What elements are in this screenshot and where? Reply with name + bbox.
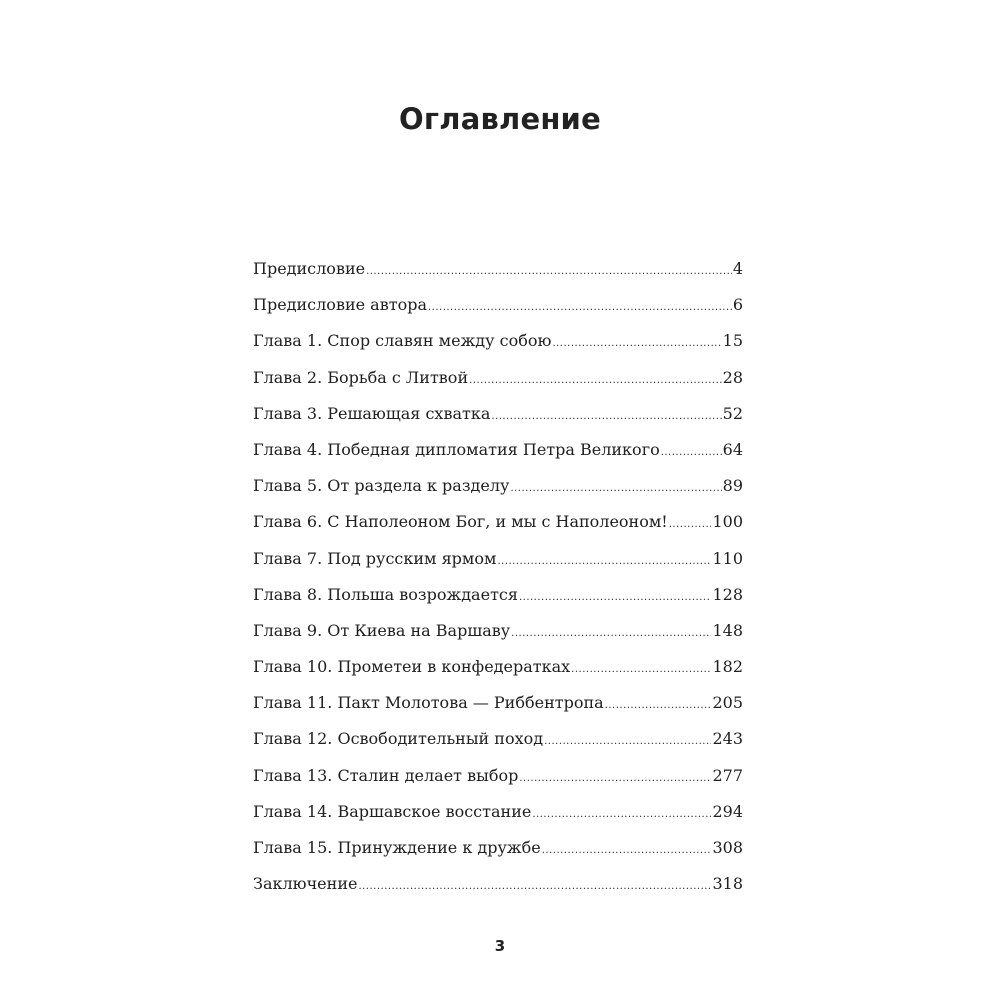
dot-leader bbox=[544, 729, 711, 748]
toc-entry-page: 52 bbox=[722, 403, 743, 423]
toc-entry-label: Глава 10. Прометеи в конфедератках bbox=[253, 657, 571, 677]
dot-leader bbox=[542, 838, 712, 857]
toc-entry-page: 6 bbox=[732, 295, 743, 315]
toc-entry-label: Глава 14. Варшавское восстание bbox=[253, 801, 532, 821]
toc-entry-label: Глава 11. Пакт Молотова — Риббентропа bbox=[253, 693, 604, 713]
toc-entry bbox=[253, 476, 743, 512]
toc-entry bbox=[253, 404, 743, 440]
toc-entry-page: 205 bbox=[712, 693, 743, 713]
toc-entry-label: Глава 12. Освободительный поход bbox=[253, 729, 544, 749]
dot-leader bbox=[519, 585, 711, 604]
dot-leader bbox=[469, 368, 722, 387]
toc-entry-label: Глава 4. Победная дипломатия Петра Великого bbox=[253, 439, 660, 459]
dot-leader bbox=[571, 657, 711, 676]
toc-entry-page: 128 bbox=[712, 584, 743, 604]
toc-entry bbox=[253, 512, 743, 548]
dot-leader bbox=[366, 259, 732, 278]
toc-entry-page: 318 bbox=[712, 874, 743, 894]
toc-entry-page: 64 bbox=[722, 439, 743, 459]
dot-leader bbox=[497, 549, 711, 568]
toc-entry bbox=[253, 368, 743, 404]
toc-entry-label: Глава 5. От раздела к разделу bbox=[253, 476, 510, 496]
toc-entry-label: Глава 2. Борьба с Литвой bbox=[253, 367, 469, 387]
toc-entry bbox=[253, 585, 743, 621]
dot-leader bbox=[552, 331, 721, 350]
toc-entry bbox=[253, 440, 743, 476]
toc-entry bbox=[253, 295, 743, 331]
toc-entry-page: 148 bbox=[712, 620, 743, 640]
toc-entry bbox=[253, 802, 743, 838]
toc-entry-page: 277 bbox=[712, 765, 743, 785]
table-of-contents bbox=[253, 259, 743, 910]
dot-leader bbox=[669, 512, 712, 531]
dot-leader bbox=[358, 874, 711, 893]
toc-entry-label: Глава 13. Сталин делает выбор bbox=[253, 765, 519, 785]
dot-leader bbox=[519, 766, 711, 785]
toc-entry-page: 110 bbox=[712, 548, 743, 568]
toc-entry-page: 15 bbox=[722, 331, 743, 351]
toc-entry bbox=[253, 693, 743, 729]
toc-entry bbox=[253, 621, 743, 657]
dot-leader bbox=[510, 476, 721, 495]
toc-entry-page: 100 bbox=[712, 512, 743, 532]
toc-entry-page: 28 bbox=[722, 367, 743, 387]
toc-entry-label: Заключение bbox=[253, 874, 358, 894]
toc-entry bbox=[253, 838, 743, 874]
toc-entry-label: Предисловие автора bbox=[253, 295, 427, 315]
toc-entry bbox=[253, 874, 743, 910]
toc-entry-label: Глава 15. Принуждение к дружбе bbox=[253, 838, 541, 857]
toc-entry bbox=[253, 729, 743, 765]
toc-entry-page: 308 bbox=[712, 838, 743, 857]
toc-entry bbox=[253, 766, 743, 802]
page-title: Оглавление bbox=[399, 102, 601, 136]
toc-entry-page: 182 bbox=[712, 657, 743, 677]
toc-entry bbox=[253, 549, 743, 585]
dot-leader bbox=[532, 802, 711, 821]
toc-entry-label: Глава 8. Польша возрождается bbox=[253, 584, 518, 604]
page-number: 3 bbox=[494, 937, 506, 955]
dot-leader bbox=[511, 621, 711, 640]
toc-entry bbox=[253, 259, 743, 295]
dot-leader bbox=[605, 693, 712, 712]
toc-entry-page: 4 bbox=[732, 259, 743, 278]
toc-entry-label: Глава 9. От Киева на Варшаву bbox=[253, 620, 511, 640]
toc-entry-label: Глава 3. Решающая схватка bbox=[253, 403, 491, 423]
toc-entry bbox=[253, 331, 743, 367]
toc-entry-label: Глава 1. Спор славян между собою bbox=[253, 331, 552, 351]
toc-entry bbox=[253, 657, 743, 693]
dot-leader bbox=[491, 404, 721, 423]
toc-entry-label: Глава 7. Под русским ярмом bbox=[253, 548, 497, 568]
dot-leader bbox=[428, 295, 732, 314]
dot-leader bbox=[661, 440, 722, 459]
toc-entry-page: 89 bbox=[722, 476, 743, 496]
toc-entry-page: 294 bbox=[712, 801, 743, 821]
toc-entry-page: 243 bbox=[712, 729, 743, 749]
toc-entry-label: Предисловие bbox=[253, 259, 366, 278]
toc-entry-label: Глава 6. С Наполеоном Бог, и мы с Наполеоном! bbox=[253, 512, 668, 532]
